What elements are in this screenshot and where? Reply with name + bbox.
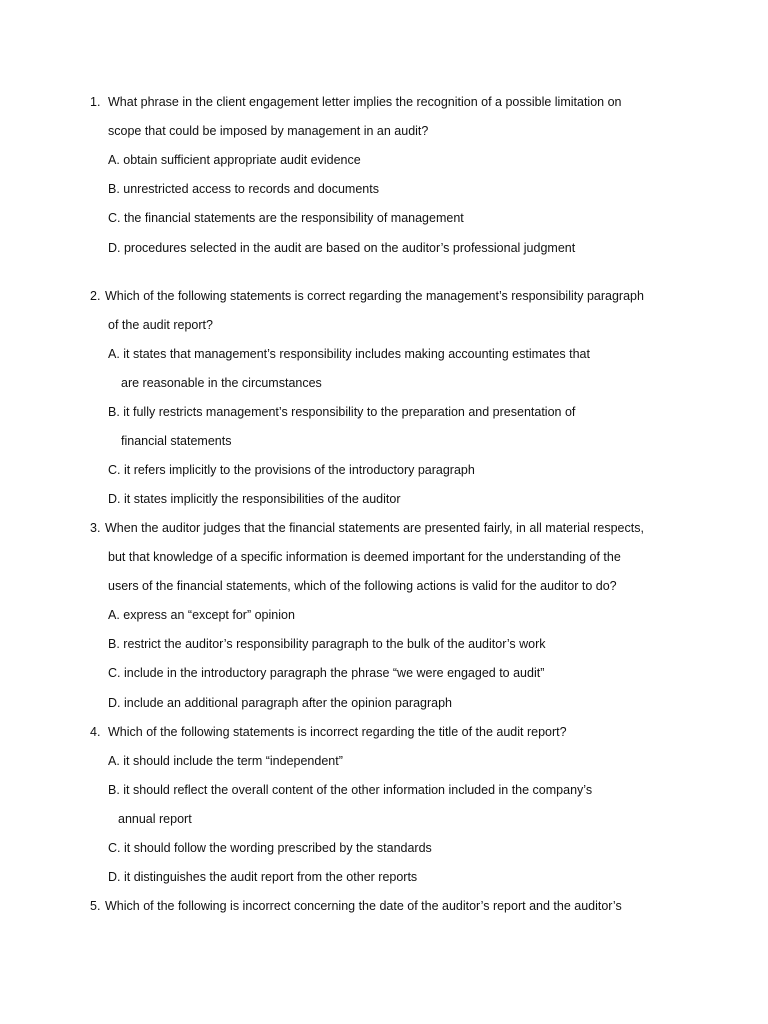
question-4-option-c: C. it should follow the wording prescribed by the standards xyxy=(108,841,432,855)
question-3-option-d: D. include an additional paragraph after the opinion paragraph xyxy=(108,696,452,710)
question-3-stem-line-2: but that knowledge of a specific information is deemed important for the understanding of the xyxy=(108,550,621,564)
question-2-option-d: D. it states implicitly the responsibilities of the auditor xyxy=(108,492,401,506)
question-3-stem-line-1: When the auditor judges that the financial statements are presented fairly, in all material respects, xyxy=(105,521,644,535)
question-2-stem-line-1: Which of the following statements is correct regarding the management’s responsibility paragraph xyxy=(105,289,644,303)
question-1-stem-line-2: scope that could be imposed by management in an audit? xyxy=(108,124,429,138)
question-2-stem-line-2: of the audit report? xyxy=(108,318,213,332)
question-1-stem-line-1: What phrase in the client engagement letter implies the recognition of a possible limitation on xyxy=(108,95,622,109)
question-3-stem-line-3: users of the financial statements, which of the following actions is valid for the auditor to do? xyxy=(108,579,617,593)
question-5-number: 5. xyxy=(90,899,101,913)
question-3-option-a: A. express an “except for” opinion xyxy=(108,608,295,622)
question-2-option-b-line-1: B. it fully restricts management’s responsibility to the preparation and presentation of xyxy=(108,405,576,419)
question-2-option-a-line-1: A. it states that management’s responsibility includes making accounting estimates that xyxy=(108,347,590,361)
question-2-option-b-line-2: financial statements xyxy=(121,434,232,448)
question-1-option-c: C. the financial statements are the responsibility of management xyxy=(108,211,464,225)
question-4-option-a: A. it should include the term “independent” xyxy=(108,754,343,768)
question-2-option-c: C. it refers implicitly to the provisions of the introductory paragraph xyxy=(108,463,475,477)
question-1-number: 1. xyxy=(90,95,101,109)
question-5-stem-line-1: Which of the following is incorrect concerning the date of the auditor’s report and the auditor’s xyxy=(105,899,622,913)
question-4-stem-line-1: Which of the following statements is incorrect regarding the title of the audit report? xyxy=(108,725,567,739)
question-3-number: 3. xyxy=(90,521,101,535)
question-2-number: 2. xyxy=(90,289,101,303)
question-4-option-d: D. it distinguishes the audit report from the other reports xyxy=(108,870,418,884)
question-4-option-b-line-1: B. it should reflect the overall content of the other information included in the company’s xyxy=(108,783,593,797)
question-3-option-c: C. include in the introductory paragraph the phrase “we were engaged to audit” xyxy=(108,666,545,680)
question-2-option-a-line-2: are reasonable in the circumstances xyxy=(121,376,322,390)
question-3-option-b: B. restrict the auditor’s responsibility paragraph to the bulk of the auditor’s work xyxy=(108,637,546,651)
question-1-option-a: A. obtain sufficient appropriate audit evidence xyxy=(108,153,361,167)
question-1-option-d: D. procedures selected in the audit are based on the auditor’s professional judgment xyxy=(108,241,576,255)
question-4-option-b-line-2: annual report xyxy=(118,812,192,826)
question-1-option-b: B. unrestricted access to records and documents xyxy=(108,182,379,196)
question-4-number: 4. xyxy=(90,725,101,739)
